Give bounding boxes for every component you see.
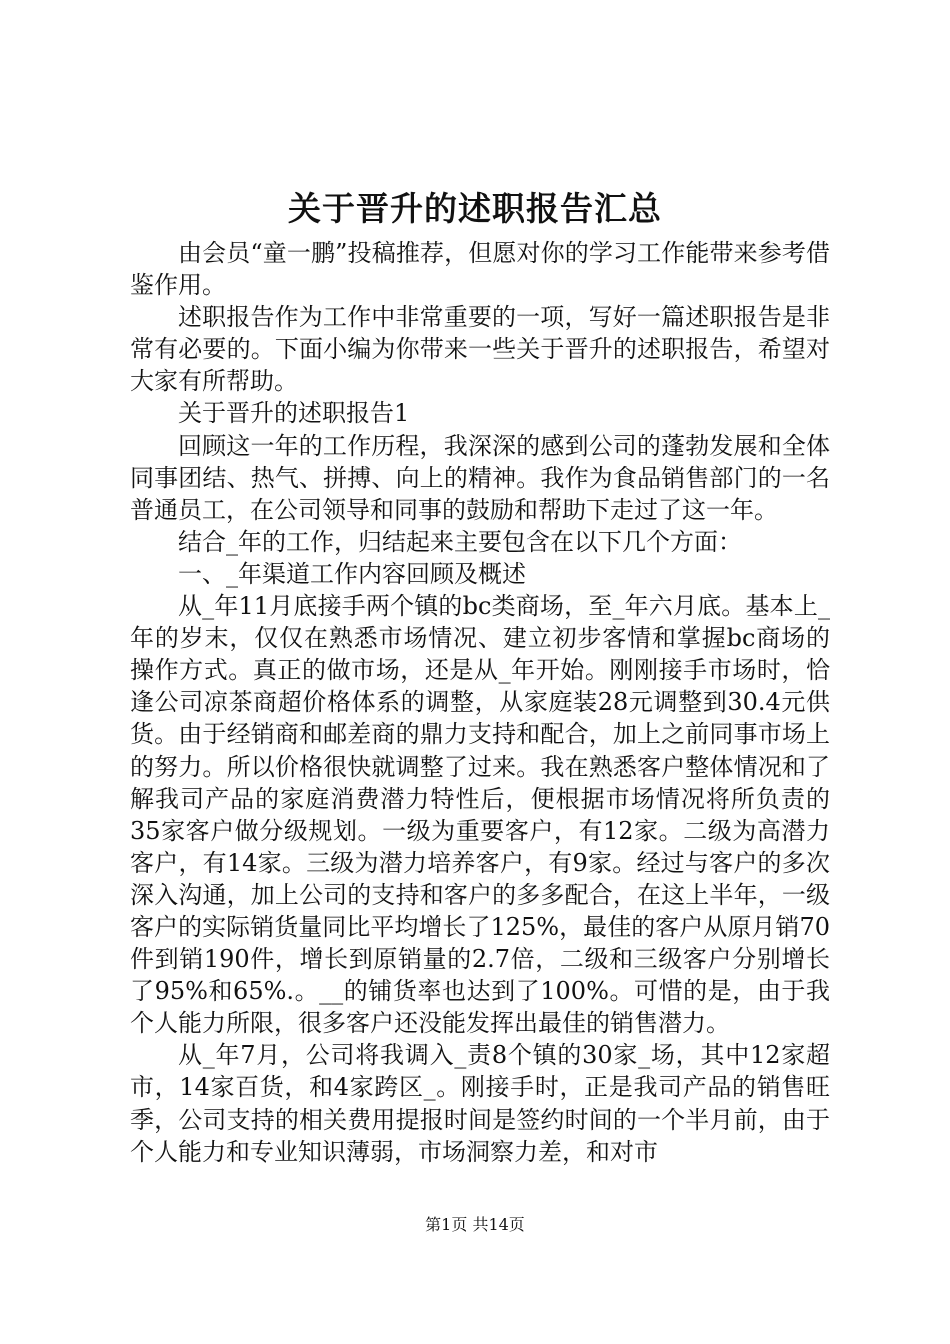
paragraph: 回顾这一年的工作历程，我深深的感到公司的蓬勃发展和全体同事团结、热气、拼搏、向上的精神。我作为食品销售部门的一名普通员工，在公司领导和同事的鼓励和帮助下走过了这一年。 — [130, 431, 830, 524]
document-body — [130, 237, 830, 1168]
paragraph: 由会员“童一鹏”投稿推荐，但愿对你的学习工作能带来参考借鉴作用。 — [130, 239, 830, 300]
paragraph: 从_年7月，公司将我调入_责8个镇的30家_场，其中12家超市，14家百货，和4家跨区_。刚接手时，正是我司产品的销售旺季，公司支持的相关费用提报时间是签约时间的一个半月前，由于个人能力和专业知识薄弱，市场洞察力差，和对市 — [130, 1041, 830, 1166]
section-heading: 一、_年渠道工作内容回顾及概述 — [178, 559, 526, 588]
page-footer: 第1页 共14页 — [425, 1215, 525, 1234]
paragraph: 述职报告作为工作中非常重要的一项，写好一篇述职报告是非常有必要的。下面小编为你带来一些关于晋升的述职报告，希望对大家有所帮助。 — [130, 303, 830, 396]
paragraph: 结合_年的工作，归结起来主要包含在以下几个方面： — [178, 527, 742, 556]
document-title: 关于晋升的述职报告汇总 — [288, 189, 662, 228]
section-heading: 关于晋升的述职报告1 — [178, 399, 410, 428]
paragraph: 从_年11月底接手两个镇的bc类商场，至_年六月底。基本上_年的岁末，仅仅在熟悉市场情况、建立初步客情和掌握bc商场的操作方式。真正的做市场，还是从_年开始。刚刚接手市场时，恰逢公司凉茶商超价格体系的调整，从家庭装28元调整到30.4元供货。由于经销商和邮差商的鼎力支持和配合，加上之前同事市场上的努力。所以价格很快就调整了过来。我在熟悉客户整体情况和了解我司产品的家庭消费潜力特性后，便根据市场情况将所负责的35家客户做分级规划。一级为重要客户，有12家。二级为高潜力客户，有14家。三级为潜力培养客户，有9家。经过与客户的多次深入沟通，加上公司的支持和客户的多多配合，在这上半年，一级客户的实际销货量同比平均增长了125%，最佳的客户从原月销70件到销190件，增长到原销量的2.7倍，二级和三级客户分别增长了95%和65%.。__的铺货率也达到了100%。可惜的是，由于我个人能力所限，很多客户还没能发挥出最佳的销售潜力。 — [130, 592, 830, 1038]
